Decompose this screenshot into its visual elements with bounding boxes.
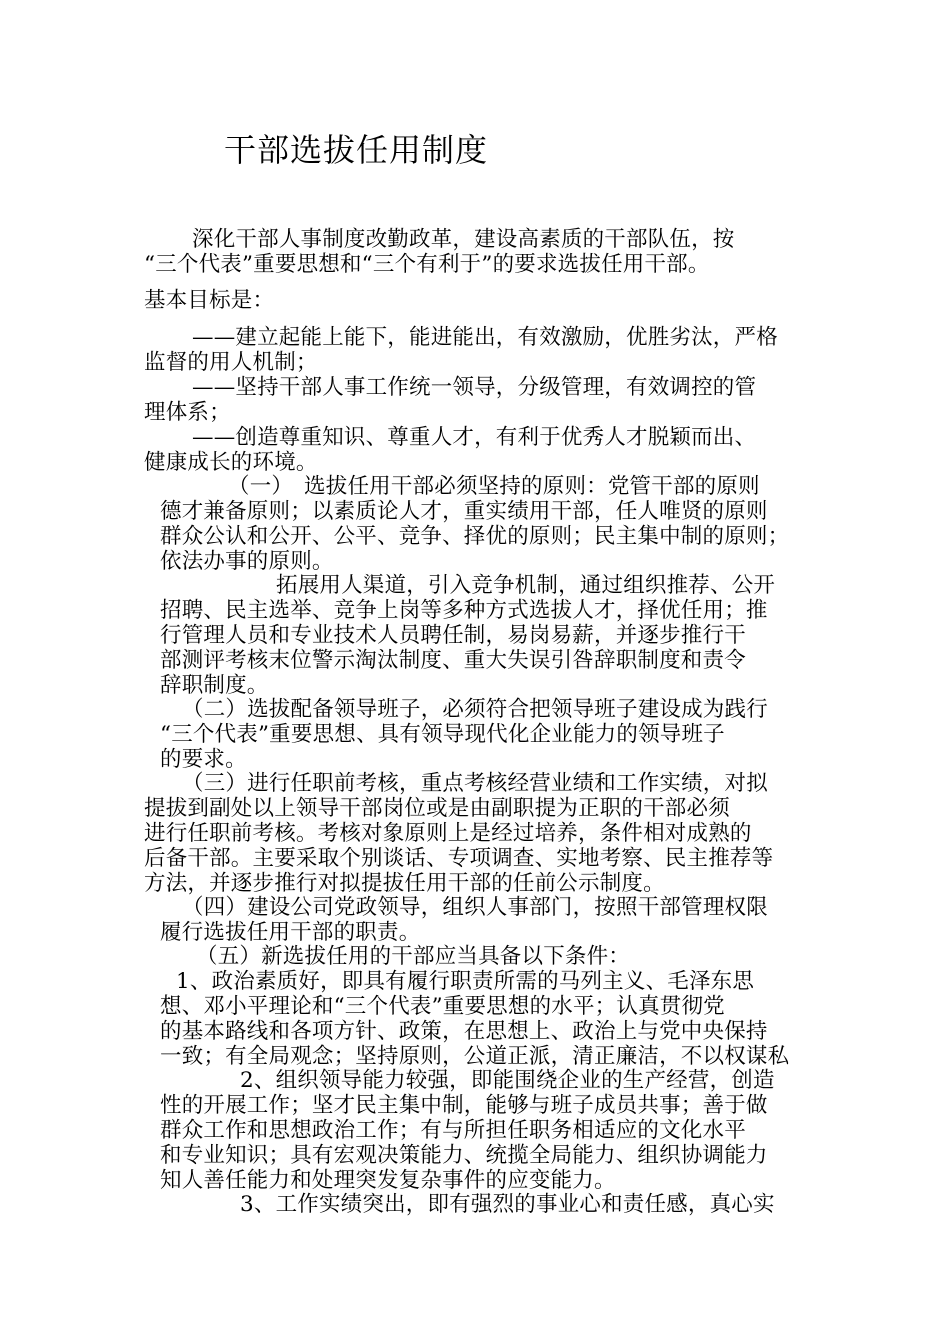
text-line: 德才兼备原则；以素质论人才，重实绩用干部，任人唯贤的原则 [160, 499, 768, 524]
text-line: 基本目标是： [144, 288, 275, 313]
text-line: 2、组织领导能力较强，即能围绕企业的生产经营，创造 [240, 1068, 775, 1093]
text-line: 一致；有全局观念；坚持原则，公道正派，清正廉洁，不以权谋私 [160, 1044, 790, 1069]
text-line: 群众公认和公开、公平、竞争、择优的原则；民主集中制的原则； [160, 524, 790, 549]
text-line: 群众工作和思想政治工作；有与所担任职务相适应的文化水平 [160, 1118, 746, 1143]
text-line: 拓展用人渠道，引入竞争机制，通过组织推荐、公开 [276, 573, 776, 598]
text-line: （四）建设公司党政领导，组织人事部门，按照干部管理权限 [182, 895, 768, 920]
text-line: 深化干部人事制度改勤政革，建设高素质的干部队伍，按 [192, 227, 735, 252]
text-line: 行管理人员和专业技术人员聘任制，易岗易薪，并逐步推行干 [160, 623, 746, 648]
text-line: 招聘、民主选举、竞争上岗等多种方式选拔人才，择优任用；推 [160, 598, 768, 623]
document-title: 干部选拔任用制度 [224, 131, 489, 169]
text-line: （一） 选拔任用干部必须坚持的原则：党管干部的原则 [228, 474, 760, 499]
text-line: 提拔到副处以上领导干部岗位或是由副职提为正职的干部必须 [144, 796, 730, 821]
text-line: 的要求。 [160, 747, 247, 772]
text-line: 1、政治素质好，即具有履行职责所需的马列主义、毛泽东思 [176, 969, 755, 994]
text-line: 理体系； [144, 400, 231, 425]
text-line: 知人善任能力和处理突发复杂事件的应变能力。 [160, 1168, 616, 1193]
text-line: 后备干部。主要采取个别谈话、专项调查、实地考察、民主推荐等 [144, 846, 774, 871]
text-line: 健康成长的环境。 [144, 450, 318, 475]
text-line: 方法，并逐步推行对拟提拔任用干部的任前公示制度。 [144, 871, 665, 896]
text-line: ——坚持干部人事工作统一领导，分级管理，有效调控的管 [192, 375, 757, 400]
text-line: 性的开展工作；坚才民主集中制，能够与班子成员共事；善于做 [160, 1093, 768, 1118]
text-line: （五）新选拔任用的干部应当具备以下条件： [196, 944, 631, 969]
text-line: ——建立起能上能下，能进能出，有效激励，优胜劣汰，严格 [192, 325, 778, 350]
text-line: 部测评考核末位警示淘汰制度、重大失误引咎辞职制度和责令 [160, 648, 746, 673]
text-line: “三个代表”重要思想和“三个有利于”的要求选拔任用干部。 [144, 252, 710, 277]
text-line: （二）选拔配备领导班子，必须符合把领导班子建设成为践行 [182, 697, 768, 722]
text-line: 和专业知识；具有宏观决策能力、统揽全局能力、组织协调能力 [160, 1143, 768, 1168]
text-line: 依法办事的原则。 [160, 549, 334, 574]
text-line: 履行选拔任用干部的职责。 [160, 920, 421, 945]
text-line: 的基本路线和各项方针、政策，在思想上、政治上与党中央保持 [160, 1019, 768, 1044]
text-line: （三）进行任职前考核，重点考核经营业绩和工作实绩，对拟 [182, 771, 768, 796]
text-line: 想、邓小平理论和“三个代表”重要思想的水平；认真贯彻党 [160, 994, 725, 1019]
text-line: “三个代表”重要思想、具有领导现代化企业能力的领导班子 [160, 722, 725, 747]
text-line: 进行任职前考核。考核对象原则上是经过培养，条件相对成熟的 [144, 821, 752, 846]
text-line: 监督的用人机制； [144, 350, 318, 375]
text-line: 3、工作实绩突出，即有强烈的事业心和责任感，真心实 [240, 1192, 775, 1217]
text-line: 辞职制度。 [160, 673, 269, 698]
text-line: ——创造尊重知识、尊重人才，有利于优秀人才脱颖而出、 [192, 425, 757, 450]
